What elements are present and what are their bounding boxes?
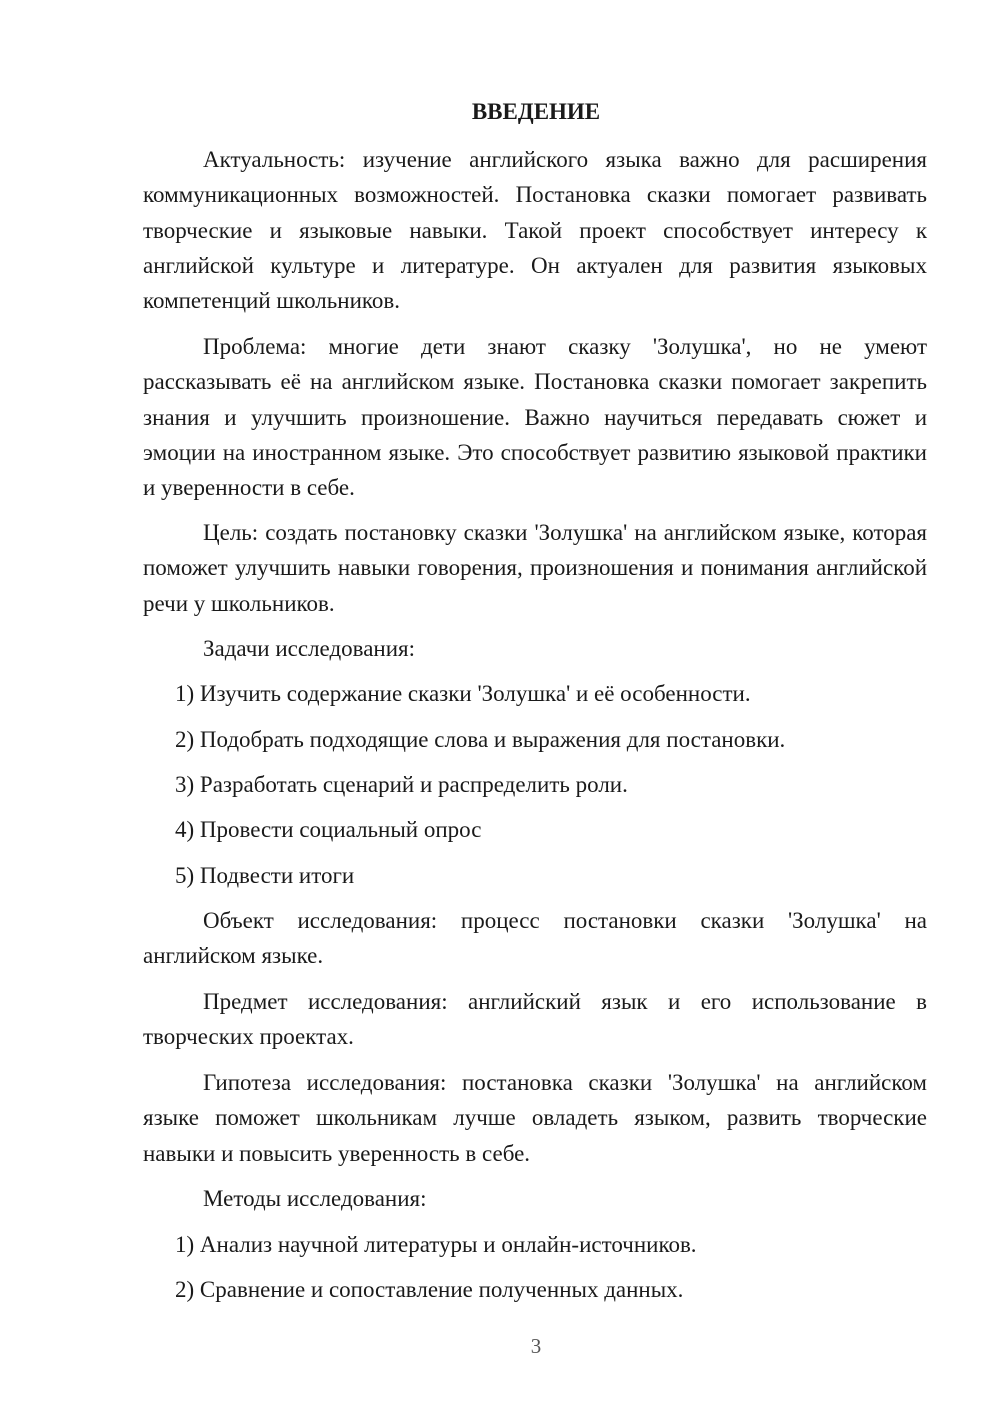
problem-paragraph: Проблема: многие дети знают сказку 'Золушка', но не умеют рассказывать её на английском языке. Постановка сказки помогает закрепить знания и улучшить произношение. Важно научиться передавать сюжет и эмоции на иностранном языке. Это способствует развитию языковой практики и уверенности в себе. xyxy=(143,334,927,501)
task-item: 3) Разработать сценарий и распределить роли. xyxy=(175,772,628,797)
hypothesis-paragraph: Гипотеза исследования: постановка сказки 'Золушка' на английском языке поможет школьникам лучше овладеть языком, развить творческие навыки и повысить уверенность в себе. xyxy=(143,1070,927,1166)
method-item: 2) Сравнение и сопоставление полученных данных. xyxy=(175,1277,684,1302)
tasks-heading: Задачи исследования: xyxy=(203,636,416,661)
section-title: ВВЕДЕНИЕ xyxy=(471,99,601,124)
task-item: 2) Подобрать подходящие слова и выражения для постановки. xyxy=(175,727,786,752)
relevance-paragraph: Актуальность: изучение английского языка важно для расширения коммуникационных возможностей. Постановка сказки помогает развивать творческие и языковые навыки. Такой проект способствует интересу к английской культуре и литературе. Он актуален для развития языковых компетенций школьников. xyxy=(143,147,927,314)
goal-paragraph: Цель: создать постановку сказки 'Золушка' на английском языке, которая поможет улучшить навыки говорения, произношения и понимания английской речи у школьников. xyxy=(143,520,927,616)
task-item: 1) Изучить содержание сказки 'Золушка' и её особенности. xyxy=(175,681,751,706)
task-item: 5) Подвести итоги xyxy=(175,863,355,888)
methods-heading: Методы исследования: xyxy=(203,1186,427,1211)
method-item: 1) Анализ научной литературы и онлайн-источников. xyxy=(175,1232,697,1257)
task-item: 4) Провести социальный опрос xyxy=(175,817,482,842)
object-paragraph: Объект исследования: процесс постановки сказки 'Золушка' на английском языке. xyxy=(143,908,927,969)
page-number: 3 xyxy=(530,1334,542,1358)
subject-paragraph: Предмет исследования: английский язык и его использование в творческих проектах. xyxy=(143,989,927,1050)
